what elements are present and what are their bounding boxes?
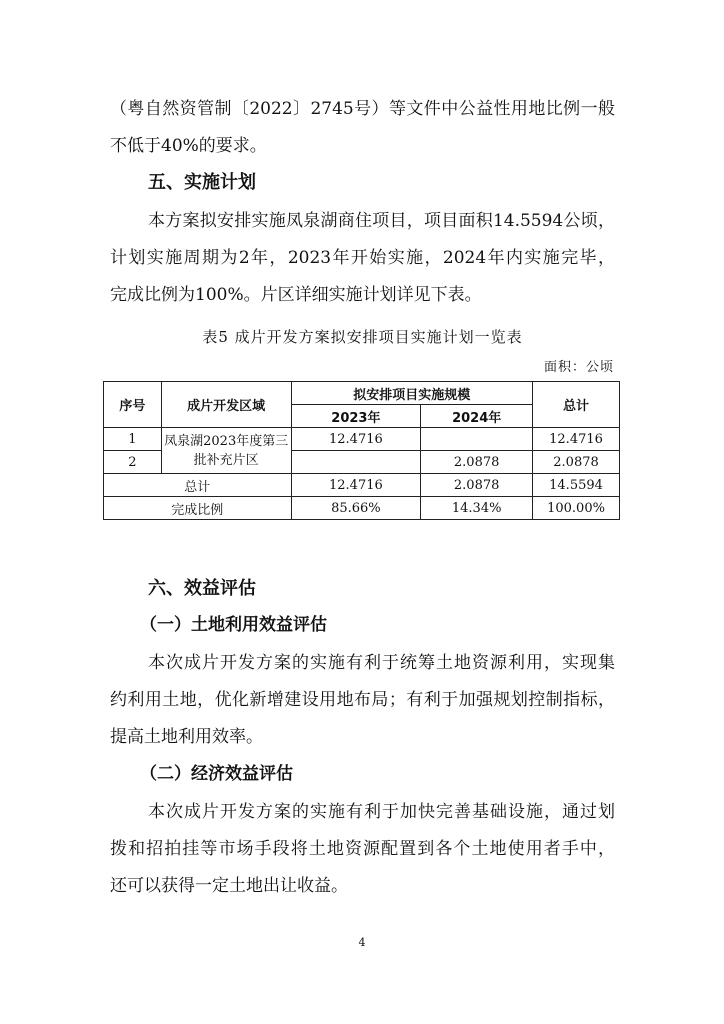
cell-ratio-2024: 14.34% bbox=[421, 497, 533, 520]
cell-region: 凤泉湖2023年度第三批补充片区 bbox=[161, 428, 291, 474]
paragraph-line: 本次成片开发方案的实施有利于加快完善基础设施，通过划 bbox=[148, 802, 615, 822]
paragraph-line: 提高土地利用效率。 bbox=[110, 727, 263, 747]
cell-ratio-total: 100.00% bbox=[533, 497, 620, 520]
subsection-heading-1: （一）土地利用效益评估 bbox=[140, 615, 327, 635]
table-row bbox=[104, 428, 620, 451]
table-row-sum bbox=[104, 474, 620, 497]
header-2023: 2023年 bbox=[291, 405, 421, 428]
cell-ratio-label: 完成比例 bbox=[104, 497, 292, 520]
paragraph-line: 本次成片开发方案的实施有利于统筹土地资源利用，实现集 bbox=[148, 653, 615, 673]
cell-sum-total: 14.5594 bbox=[533, 474, 620, 497]
page-number: 4 bbox=[358, 936, 366, 949]
cell-sum-2023: 12.4716 bbox=[291, 474, 421, 497]
paragraph-line: 不低于40%的要求。 bbox=[110, 136, 267, 156]
header-region: 成片开发区域 bbox=[161, 382, 291, 428]
cell-ratio-2023: 85.66% bbox=[291, 497, 421, 520]
cell-seq: 1 bbox=[104, 428, 162, 451]
implementation-plan-table bbox=[103, 381, 620, 520]
cell-2023: 12.4716 bbox=[291, 428, 421, 451]
cell-2024: 2.0878 bbox=[421, 451, 533, 474]
paragraph-line: 还可以获得一定土地出让收益。 bbox=[110, 876, 348, 896]
cell-total: 12.4716 bbox=[533, 428, 620, 451]
cell-seq: 2 bbox=[104, 451, 162, 474]
header-scale: 拟安排项目实施规模 bbox=[291, 382, 533, 405]
header-2024: 2024年 bbox=[421, 405, 533, 428]
paragraph-line: 本方案拟安排实施凤泉湖商住项目，项目面积14.5594公顷， bbox=[148, 211, 615, 231]
cell-sum-label: 总计 bbox=[104, 474, 292, 497]
paragraph-line: （粤自然资管制〔2022〕2745号）等文件中公益性用地比例一般 bbox=[110, 99, 615, 119]
paragraph-line: 拨和招拍挂等市场手段将土地资源配置到各个土地使用者手中， bbox=[110, 839, 615, 859]
subsection-heading-2: （二）经济效益评估 bbox=[140, 764, 293, 784]
table-caption: 表5 成片开发方案拟安排项目实施计划一览表 bbox=[202, 328, 523, 346]
cell-2024 bbox=[421, 428, 533, 451]
cell-sum-2024: 2.0878 bbox=[421, 474, 533, 497]
paragraph-line: 完成比例为100%。片区详细实施计划详见下表。 bbox=[110, 285, 482, 305]
header-total: 总计 bbox=[533, 382, 620, 428]
section-heading-5: 五、实施计划 bbox=[148, 172, 256, 193]
section-heading-6: 六、效益评估 bbox=[148, 578, 256, 599]
paragraph-line: 约利用土地，优化新增建设用地布局；有利于加强规划控制指标， bbox=[110, 690, 615, 710]
table-row-ratio bbox=[104, 497, 620, 520]
header-seq: 序号 bbox=[104, 382, 162, 428]
table-unit: 面积：公顷 bbox=[543, 360, 614, 375]
cell-total: 2.0878 bbox=[533, 451, 620, 474]
cell-2023 bbox=[291, 451, 421, 474]
paragraph-line: 计划实施周期为2年，2023年开始实施，2024年内实施完毕， bbox=[110, 248, 615, 268]
